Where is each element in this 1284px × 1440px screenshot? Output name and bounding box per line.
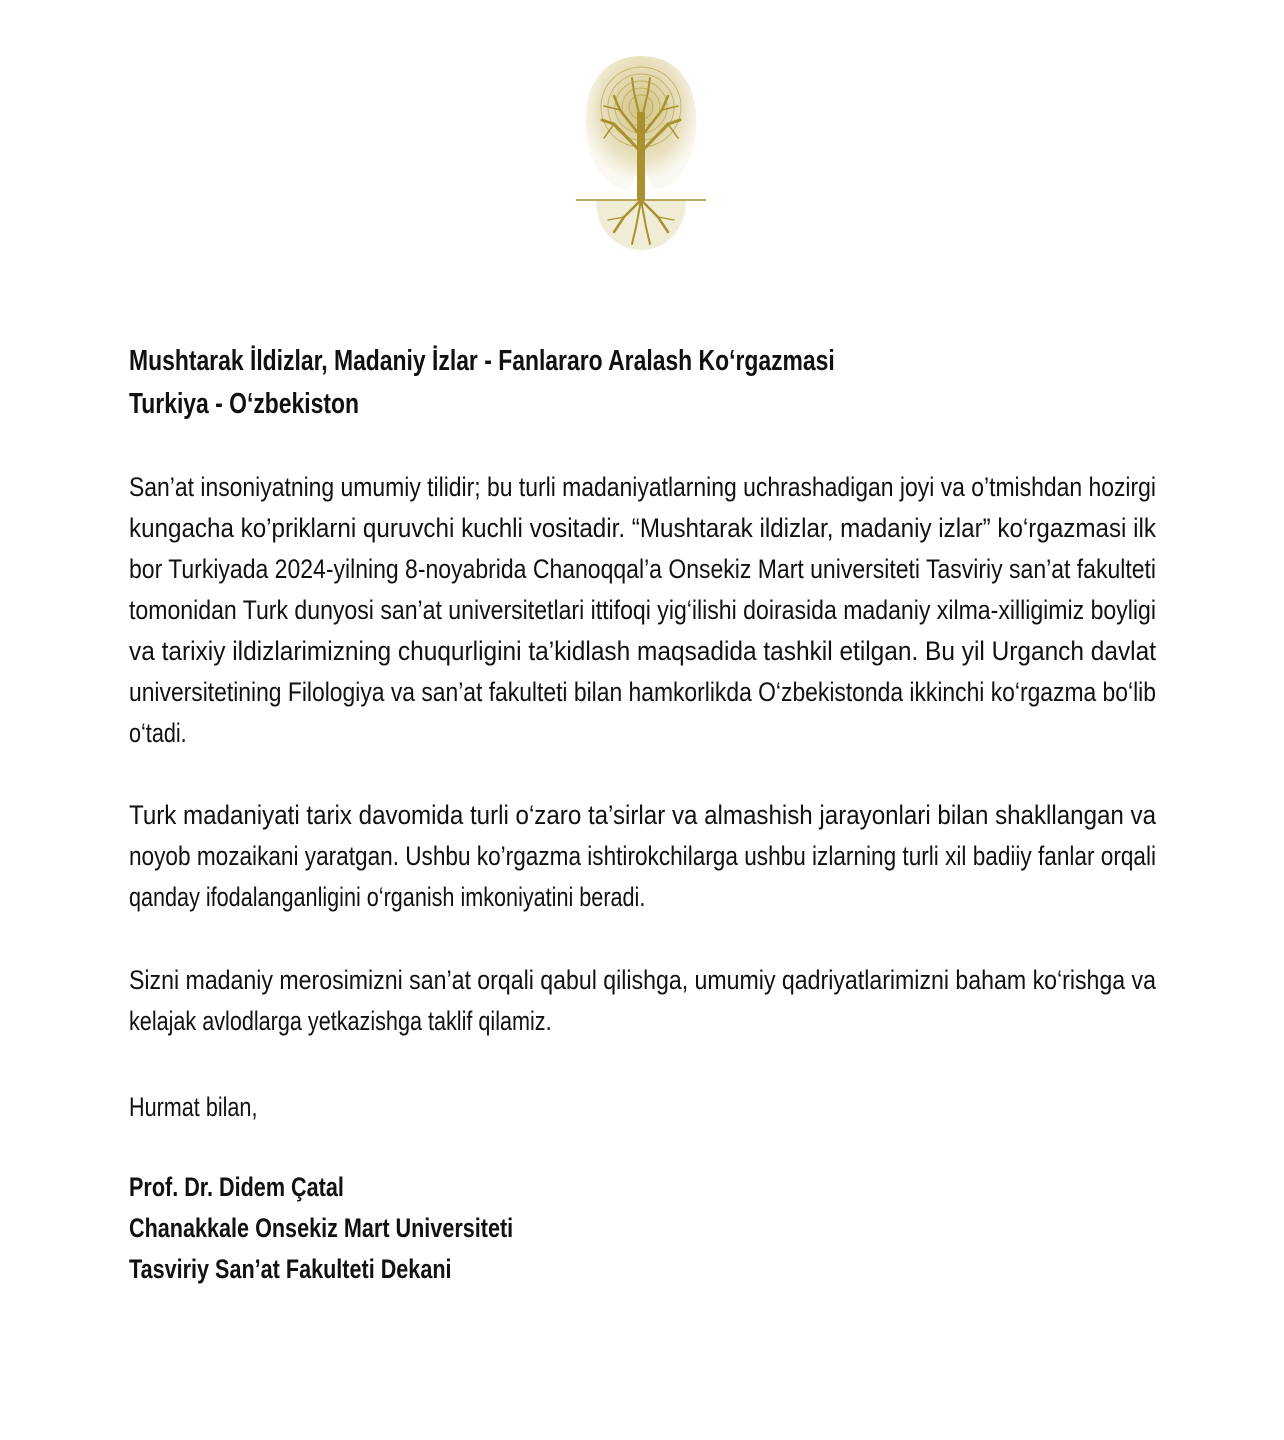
tree-with-roots-logo-icon — [574, 52, 708, 252]
paragraph-1-line: San’at insoniyatning umumiy tilidir; bu turli madaniyatlarning uchrashadigan joyi va o’tmishdan hozirgi — [129, 472, 1156, 502]
paragraph-2-line: qanday ifodalanganligini o‘rganish imkoniyatini beradi. — [129, 882, 646, 912]
paragraph-3-line: kelajak avlodlarga yetkazishga taklif qilamiz. — [129, 1006, 552, 1036]
paragraph-1-line: kungacha ko’priklarni quruvchi kuchli vositadir. “Mushtarak ildizlar, madaniy izlar” ko‘rgazmasi ilk — [129, 513, 1156, 543]
signature-name: Prof. Dr. Didem Çatal — [129, 1172, 344, 1202]
paragraph-1-line: o‘tadi. — [129, 718, 187, 748]
paragraph-1-line: bor Turkiyada 2024-yilning 8-noyabrida Chanoqqal’a Onsekiz Mart universiteti Tasviriy san’at fakulteti — [129, 554, 1157, 584]
paragraph-3-line: Sizni madaniy merosimizni san’at orqali qabul qilishga, umumiy qadriyatlarimizni baham ko‘rishga va — [129, 965, 1156, 995]
paragraph-1-line: va tarixiy ildizlarimizning chuqurligini ta’kidlash maqsadida tashkil etilgan. Bu yil Urganch davlat — [129, 636, 1156, 666]
signature-institution: Chanakkale Onsekiz Mart Universiteti — [129, 1213, 514, 1243]
heading-line-1: Mushtarak İldizlar, Madaniy İzlar - Fanlararo Aralash Ko‘rgazmasi — [129, 345, 835, 377]
closing: Hurmat bilan, — [129, 1092, 258, 1122]
paragraph-2-line: noyob mozaikani yaratgan. Ushbu ko’rgazma ishtirokchilarga ushbu izlarning turli xil badiiy fanlar orqali — [129, 841, 1157, 871]
paragraph-1-line: universitetining Filologiya va san’at fakulteti bilan hamkorlikda O‘zbekistonda ikkinchi ko‘rgazma bo‘lib — [129, 677, 1156, 707]
paragraph-1-line: tomonidan Turk dunyosi san’at universitetlari ittifoqi yig‘ilishi doirasida madaniy xilma-xilligimiz boyligi — [129, 595, 1157, 625]
signature-position: Tasviriy San’at Fakulteti Dekani — [129, 1254, 452, 1284]
heading-line-2: Turkiya - O‘zbekiston — [129, 388, 360, 420]
paragraph-2-line: Turk madaniyati tarix davomida turli o‘zaro ta’sirlar va almashish jarayonlari bilan shakllangan va — [129, 800, 1156, 830]
